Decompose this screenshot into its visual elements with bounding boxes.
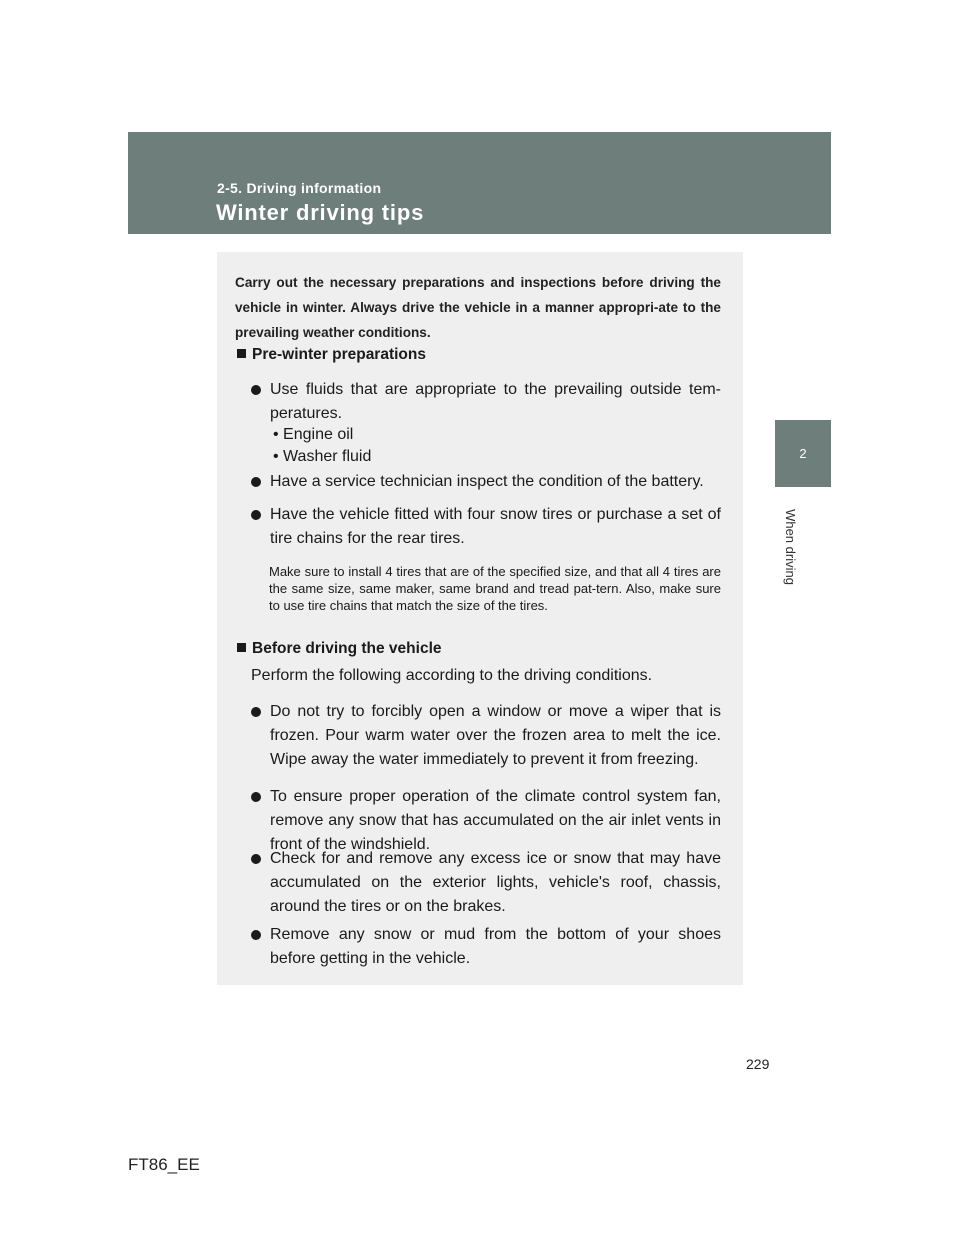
bullet-dot-icon: [251, 792, 261, 802]
bullet-dot-icon: [251, 707, 261, 717]
chapter-tab-label: When driving: [783, 509, 798, 585]
before-driving-bullet-fan: To ensure proper operation of the climate control system fan, remove any snow that has accumulated on the air inlet vents in front of the windshield.: [251, 785, 721, 857]
bullet-dot-icon: [251, 477, 261, 487]
before-driving-bullet-shoes: Remove any snow or mud from the bottom of your shoes before getting in the vehicle.: [251, 923, 721, 971]
fluid-item-washer-fluid: • Washer fluid: [273, 448, 372, 465]
before-driving-heading: Before driving the vehicle: [237, 640, 442, 658]
intro-paragraph: Carry out the necessary preparations and inspections before driving the vehicle in winter. Always drive the vehicle in a manner appropri-ate to the prevailing weather conditions.: [235, 275, 721, 340]
tire-note: Make sure to install 4 tires that are of the specified size, and that all 4 tires are the same size, same maker, same brand and tread pat-tern. Also, make sure to use tire chains that match the size of the tires.: [269, 564, 721, 613]
pre-winter-bullet-battery: Have a service technician inspect the condition of the battery.: [251, 470, 721, 494]
bullet-dot-icon: [251, 510, 261, 520]
before-driving-bullet-ice: Check for and remove any excess ice or snow that may have accumulated on the exterior lights, vehicle's roof, chassis, around the tires or on the brakes.: [251, 847, 721, 919]
chapter-tab-number: 2: [775, 420, 831, 487]
section-label: 2-5. Driving information: [217, 180, 382, 196]
bullet-dot-icon: [251, 385, 261, 395]
document-code: FT86_EE: [128, 1155, 200, 1174]
pre-winter-heading: Pre-winter preparations: [237, 346, 426, 364]
bullet-dot-icon: [251, 930, 261, 940]
square-bullet-icon: [237, 643, 246, 652]
content-panel: [217, 252, 743, 985]
square-bullet-icon: [237, 349, 246, 358]
pre-winter-bullet-tires: Have the vehicle fitted with four snow tires or purchase a set of tire chains for the rear tires.: [251, 503, 721, 551]
chapter-header: [128, 132, 831, 234]
fluid-item-engine-oil: • Engine oil: [273, 426, 354, 443]
before-driving-bullet-frozen: Do not try to forcibly open a window or move a wiper that is frozen. Pour warm water over the frozen area to melt the ice. Wipe away the water immediately to prevent it from freezing.: [251, 700, 721, 772]
bullet-dot-icon: [251, 854, 261, 864]
page-number: 229: [746, 1056, 770, 1072]
page-title: Winter driving tips: [216, 200, 425, 225]
before-driving-lead: Perform the following according to the driving conditions.: [251, 667, 653, 684]
pre-winter-bullet-fluids: Use fluids that are appropriate to the prevailing outside tem-peratures.: [251, 378, 721, 426]
